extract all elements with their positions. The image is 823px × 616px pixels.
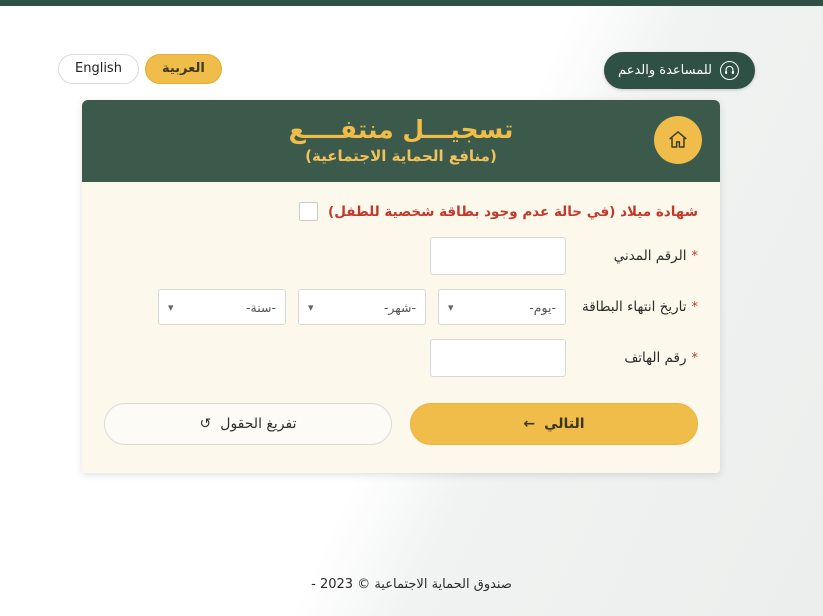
- home-icon: [667, 129, 689, 151]
- expiry-year-select[interactable]: [158, 289, 286, 325]
- clear-fields-button[interactable]: [104, 403, 392, 445]
- phone-input[interactable]: [430, 339, 566, 377]
- card-header: [82, 100, 720, 182]
- arrow-left-icon: ←: [523, 416, 536, 432]
- refresh-icon: ↺: [199, 416, 212, 432]
- expiry-month-select[interactable]: [298, 289, 426, 325]
- clear-label: تفريغ الحقول: [220, 416, 297, 432]
- phone-label: رقم الهاتف: [624, 350, 687, 366]
- required-asterisk: *: [691, 248, 698, 264]
- expiry-month-value: -شهر-: [383, 299, 416, 315]
- card-expiry-label: تاريخ انتهاء البطاقة: [581, 299, 687, 315]
- expiry-day-value: -يوم-: [529, 299, 556, 315]
- support-label: للمساعدة والدعم: [618, 63, 712, 78]
- phone-label-group: [566, 350, 698, 366]
- phone-row: [104, 339, 698, 377]
- support-button[interactable]: [604, 52, 755, 89]
- civil-number-input[interactable]: [430, 237, 566, 275]
- civil-number-field-area: [104, 237, 566, 275]
- footer-year: 2023: [319, 577, 354, 592]
- header-title-group: [289, 115, 514, 167]
- footer-copyright: [311, 577, 370, 592]
- expiry-day-select[interactable]: [438, 289, 566, 325]
- birth-certificate-row: [104, 200, 698, 237]
- headset-icon: [720, 61, 739, 80]
- registration-card: [82, 100, 720, 473]
- home-button[interactable]: [654, 116, 702, 164]
- page-subtitle: (منافع الحماية الاجتماعية): [305, 147, 497, 165]
- lang-button-arabic[interactable]: العربية: [145, 54, 222, 84]
- next-button[interactable]: [410, 403, 698, 445]
- lang-button-english[interactable]: English: [58, 54, 139, 84]
- card-body: [82, 182, 720, 473]
- card-expiry-field-area: [104, 289, 566, 325]
- expiry-year-value: -سنة-: [246, 299, 276, 315]
- required-asterisk: *: [691, 299, 698, 315]
- phone-field-area: [104, 339, 566, 377]
- form-actions: [104, 403, 698, 445]
- chevron-down-icon: ▾: [168, 300, 174, 314]
- chevron-down-icon: ▾: [448, 300, 454, 314]
- civil-number-label: الرقم المدني: [613, 248, 687, 264]
- card-expiry-label-group: [566, 299, 698, 315]
- footer-separator: -: [311, 577, 316, 592]
- chevron-down-icon: ▾: [308, 300, 314, 314]
- card-expiry-row: [104, 289, 698, 325]
- copyright-icon: ©: [357, 577, 371, 592]
- civil-number-label-group: [566, 248, 698, 264]
- footer-text: صندوق الحماية الاجتماعية: [374, 577, 512, 592]
- civil-number-row: [104, 237, 698, 275]
- required-asterisk: *: [691, 350, 698, 366]
- language-switcher[interactable]: [58, 54, 222, 84]
- footer: [0, 577, 823, 592]
- birth-certificate-label: شهادة ميلاد (في حالة عدم وجود بطاقة شخصية للطفل): [328, 203, 698, 220]
- page-title: تسجيـــل منتفــــع: [288, 115, 514, 144]
- next-label: التالي: [544, 416, 585, 432]
- birth-certificate-checkbox[interactable]: [299, 202, 318, 221]
